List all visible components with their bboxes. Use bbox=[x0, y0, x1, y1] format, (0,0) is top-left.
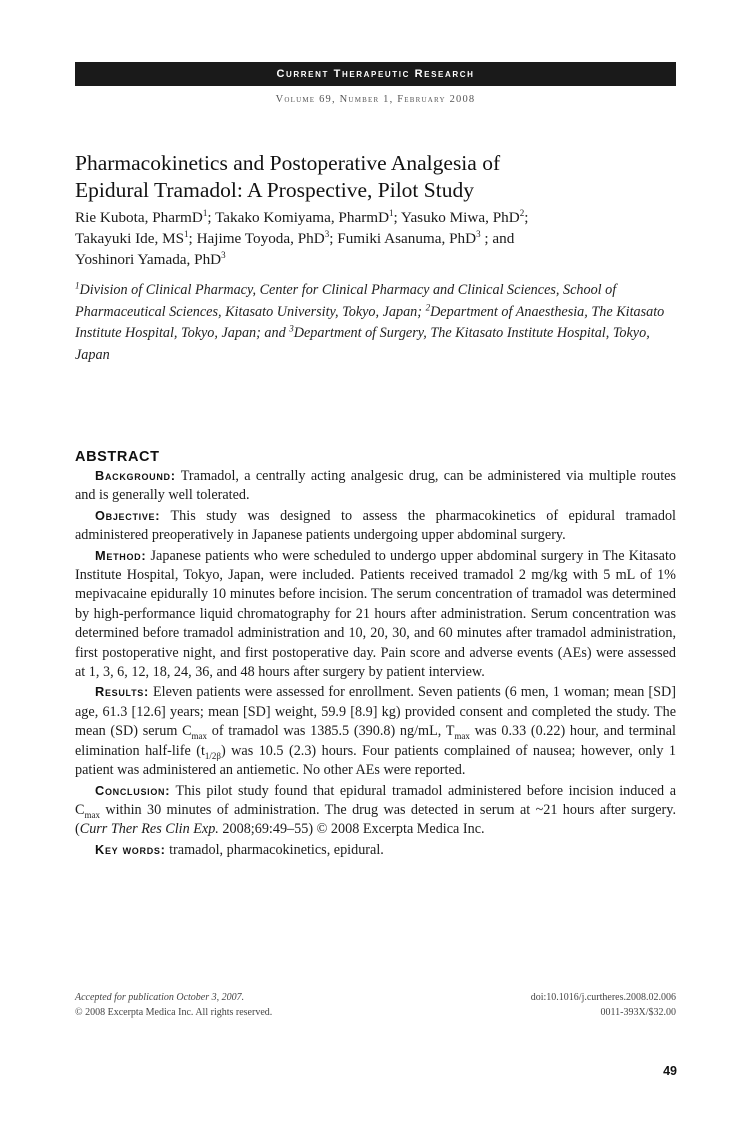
results-label: Results: bbox=[95, 684, 149, 700]
objective-label: Objective: bbox=[95, 507, 161, 523]
author: Yasuko Miwa, PhD$^2$; bbox=[401, 207, 529, 226]
keywords-label: Key words: bbox=[95, 841, 166, 857]
background-label: Background: bbox=[95, 468, 176, 483]
affiliation-3: Department of Surgery, The Kitasato Institute Hospital, Tokyo, Japan bbox=[75, 325, 650, 363]
abstract-background: Background: Tramadol, a centrally acting analgesic drug, can be administered via multiple routes and is generally well tolerated. bbox=[75, 468, 676, 504]
abstract-method: Method: Japanese patients who were scheduled to undergo upper abdominal surgery in The Kitasato Institute Hospital, Tokyo, Japan, were included. Patients received tramadol 2 mg/kg with 5 mL of 1% mepivacaine epidurally 10 minutes before incision. The serum concentration of tramadol was determined by high-performance liquid chromatography for 21 hours after administration. Serum concentration was determined before tramadol administration and 10, 20, 30, and 60 minutes after tramadol administration, first postoperative night, and first postoperative day. Pain score and adverse events (AEs) were assessed at 1, 3, 6, 12, 18, 24, 36, and 48 hours after surgery by patient interview. bbox=[75, 547, 676, 681]
journal-title-bar: Current Therapeutic Research bbox=[75, 62, 676, 86]
citation: Curr Ther Res Clin Exp. bbox=[79, 821, 219, 838]
abstract-results: Results: Eleven patients were assessed for enrollment. Seven patients (6 men, 1 woman; mean [SD] age, 61.3 [12.6] years; mean [SD] weight, 59.9 [8.9] kg) provided consent and completed the study. The mean (SD) serum $C_{max}$ of tramadol was 1385.5 (390.8) ng/mL, $T_{max}$ was 0.33 (0.22) hour, and terminal elimination half-life $(t_{1/2\beta})$ was 10.5 (2.3) hours. Four patients complained of nausea; however, only 1 patient was administered an antiemetic. No other AEs were reported. bbox=[75, 684, 676, 779]
copyright: © 2008 Excerpta Medica Inc. All rights reserved. bbox=[75, 1007, 273, 1018]
method-label: Method: bbox=[95, 547, 147, 563]
abstract-objective: Objective: This study was designed to assess the pharmacokinetics of epidural tramadol administered preoperatively in Japanese patients undergoing upper abdominal surgery. bbox=[75, 507, 676, 544]
author: Fumiki Asanuma, PhD$^3$ ; and bbox=[337, 228, 515, 247]
affiliation-1: Division of Clinical Pharmacy, Center for Clinical Pharmacy and Clinical Sciences, School of Pharmaceutical Sciences, Kitasato University, Tokyo, Japan; bbox=[75, 282, 617, 320]
conclusion-label: Conclusion: bbox=[95, 782, 171, 798]
affiliations: $^1$Division of Clinical Pharmacy, Center for Clinical Pharmacy and Clinical Sciences, School of Pharmaceutical Sciences, Kitasato University, Tokyo, Japan; $^2$Department of Anaesthesia, The Kitasato Institute Hospital, Tokyo, Japan; and $^3$Department of Surgery, The Kitasato Institute Hospital, Tokyo, Japan bbox=[75, 280, 665, 363]
author: Yoshinori Yamada, PhD$^3$ bbox=[75, 249, 226, 268]
issn: 0011-393X/$32.00 bbox=[600, 1007, 676, 1018]
abstract-keywords: Key words: tramadol, pharmacokinetics, epidural. bbox=[95, 841, 384, 858]
title-line-2: Epidural Tramadol: A Prospective, Pilot Study bbox=[75, 178, 474, 202]
article-title bbox=[75, 150, 676, 204]
volume-info: Volume 69, Number 1, February 2008 bbox=[275, 94, 476, 105]
accepted-date: Accepted for publication October 3, 2007. bbox=[75, 992, 245, 1003]
doi[interactable]: doi:10.1016/j.curtheres.2008.02.006 bbox=[530, 992, 676, 1003]
article-page bbox=[75, 62, 676, 860]
affiliation-2: Department of Anaesthesia, The Kitasato Institute Hospital, Tokyo, Japan; and bbox=[75, 303, 665, 341]
author: Hajime Toyoda, PhD$^3$; bbox=[196, 228, 338, 247]
abstract-heading: ABSTRACT bbox=[75, 449, 160, 465]
author: Takayuki Ide, $MS^1$; bbox=[75, 228, 197, 247]
author: Takako Komiyama, PharmD$^1$; bbox=[215, 207, 401, 226]
abstract-conclusion: Conclusion: This pilot study found that epidural tramadol administered before incision induced a $C_{max}$ within 30 minutes of administration. The drug was detected in serum at ~21 hours after surgery. (Curr Ther Res Clin Exp. 2008;69:49–55) © 2008 Excerpta Medica Inc. bbox=[75, 782, 676, 838]
title-line-1: Pharmacokinetics and Postoperative Analgesia of bbox=[75, 151, 501, 175]
author-list bbox=[75, 207, 676, 270]
footer-notes bbox=[75, 990, 676, 1020]
author: Rie Kubota, PharmD$^1$; bbox=[75, 207, 216, 226]
page-number: 49 bbox=[663, 1064, 677, 1078]
